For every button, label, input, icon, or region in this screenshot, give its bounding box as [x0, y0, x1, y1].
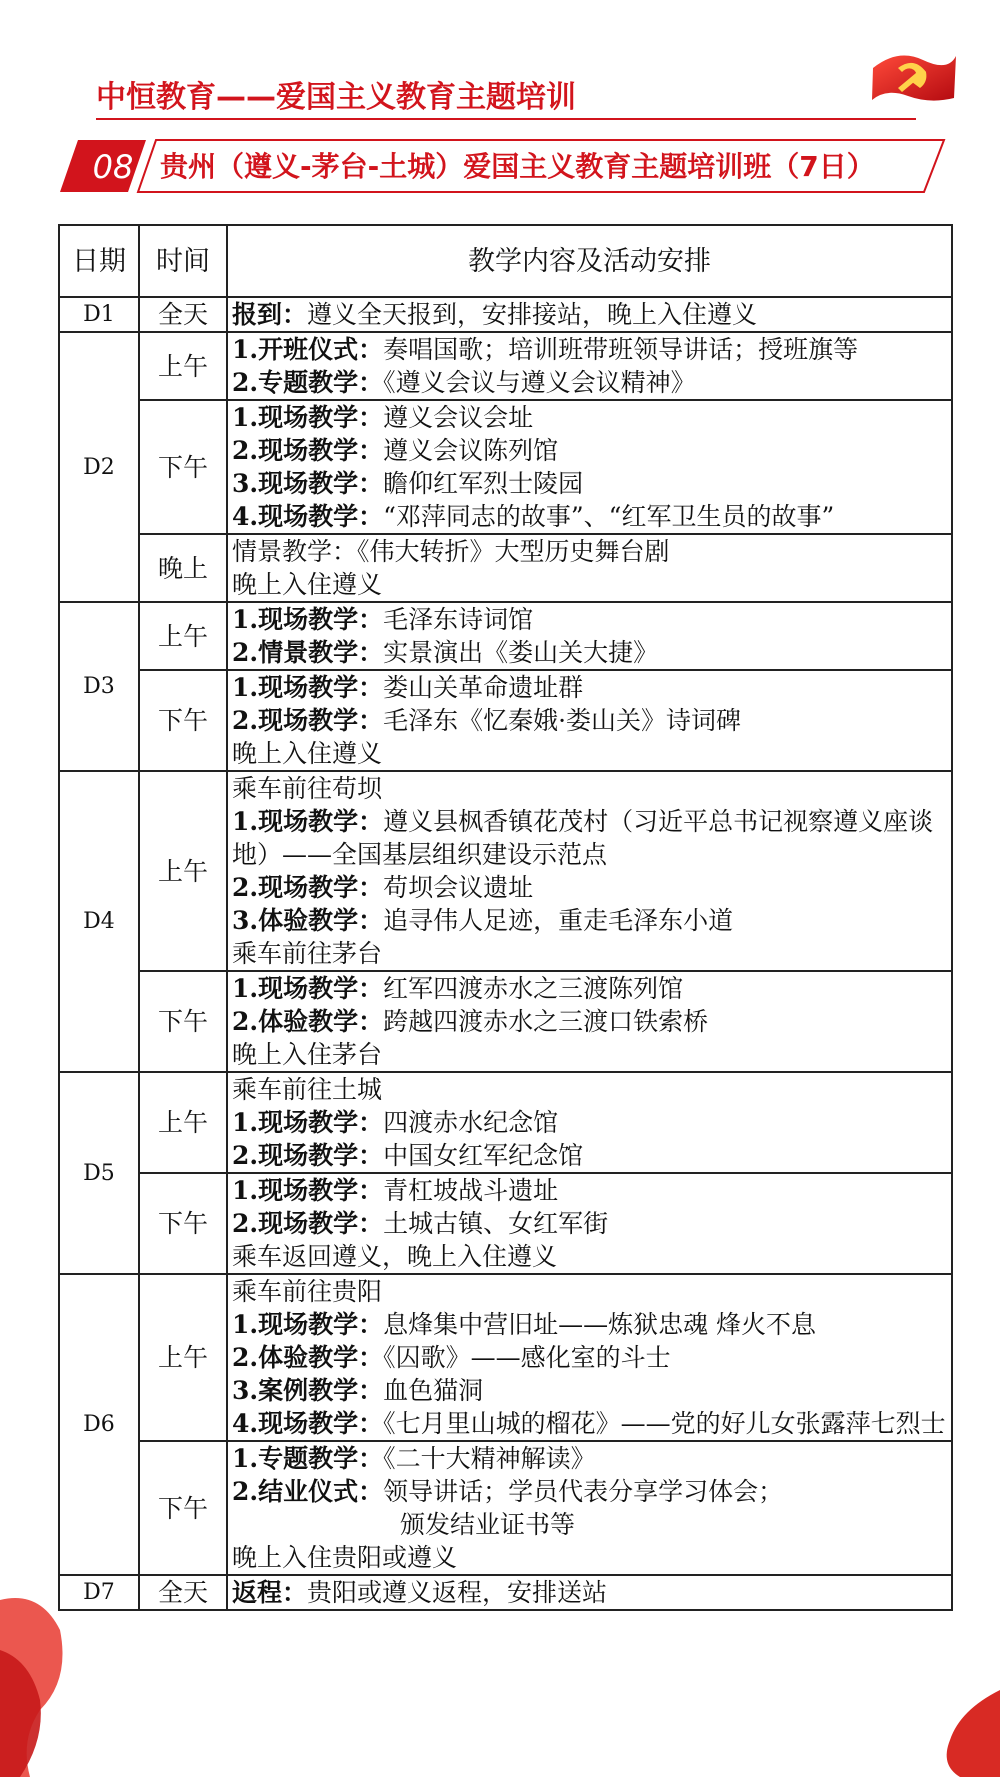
day-cell: D6 — [59, 1274, 139, 1575]
table-row — [59, 297, 952, 332]
content-cell — [227, 1072, 952, 1173]
activity-label: 2.现场教学： — [232, 706, 384, 735]
activity-label: 2.现场教学： — [232, 436, 384, 465]
course-title: 贵州（遵义-茅台-土城）爱国主义教育主题培训班（7日） — [160, 150, 875, 183]
activity-label: 3.体验教学： — [232, 906, 384, 935]
activity-text: 颁发结业证书等 — [400, 1510, 576, 1539]
content-line — [232, 1005, 947, 1038]
time-cell: 上午 — [139, 602, 227, 670]
activity-label: 4.现场教学： — [232, 502, 384, 531]
activity-text: 晚上入住茅台 — [232, 1040, 383, 1069]
content-line — [232, 805, 947, 871]
activity-text: 毛泽东诗词馆 — [383, 605, 534, 634]
time-cell: 上午 — [139, 332, 227, 400]
content-cell — [227, 400, 952, 534]
content-line — [232, 500, 947, 533]
activity-text: 息烽集中营旧址——炼狱忠魂 烽火不息 — [383, 1310, 817, 1339]
activity-label: 1.现场教学： — [232, 1108, 384, 1137]
day-cell: D5 — [59, 1072, 139, 1274]
time-cell: 下午 — [139, 400, 227, 534]
activity-text: 乘车前往贵阳 — [232, 1277, 383, 1306]
schedule-body — [59, 297, 952, 1610]
activity-label: 1.现场教学： — [232, 1310, 384, 1339]
content-line — [232, 772, 947, 805]
activity-label: 报到： — [232, 300, 308, 329]
content-line — [232, 1475, 947, 1508]
table-row — [59, 971, 952, 1072]
time-cell: 下午 — [139, 670, 227, 771]
activity-label: 1.开班仪式： — [232, 335, 384, 364]
header-divider — [96, 118, 916, 120]
activity-label: 1.现场教学： — [232, 1176, 384, 1205]
header-content: 教学内容及活动安排 — [227, 225, 952, 297]
activity-text: “邓萍同志的故事”、“红军卫生员的故事” — [383, 502, 835, 531]
course-number: 08 — [92, 148, 134, 186]
content-line — [232, 1139, 947, 1172]
content-line — [232, 1240, 947, 1273]
activity-label: 3.现场教学： — [232, 469, 384, 498]
activity-text: 奏唱国歌；培训班带班领导讲话；授班旗等 — [383, 335, 859, 364]
content-cell — [227, 971, 952, 1072]
activity-text: 红军四渡赤水之三渡陈列馆 — [383, 974, 684, 1003]
table-row — [59, 1072, 952, 1173]
activity-text: 情景教学：《伟大转折》大型历史舞台剧 — [232, 537, 670, 566]
activity-label: 4.现场教学： — [232, 1409, 384, 1438]
activity-text: 娄山关革命遗址群 — [383, 673, 584, 702]
time-cell: 下午 — [139, 971, 227, 1072]
activity-label: 2.结业仪式： — [232, 1477, 384, 1506]
activity-text: 苟坝会议遗址 — [383, 873, 534, 902]
activity-text: 血色猫洞 — [383, 1376, 484, 1405]
content-line — [232, 1308, 947, 1341]
content-line — [232, 1207, 947, 1240]
time-cell: 上午 — [139, 1274, 227, 1441]
activity-label: 3.案例教学： — [232, 1376, 384, 1405]
table-row — [59, 1575, 952, 1610]
content-line — [232, 1341, 947, 1374]
content-line — [232, 1275, 947, 1308]
activity-label: 2.情景教学： — [232, 638, 384, 667]
content-line — [232, 1374, 947, 1407]
activity-text: 乘车返回遵义，晚上入住遵义 — [232, 1242, 558, 1271]
party-emblem-icon — [868, 38, 958, 118]
activity-label: 1.现场教学： — [232, 673, 384, 702]
content-line — [232, 1508, 947, 1541]
table-row — [59, 1173, 952, 1274]
content-line — [232, 1174, 947, 1207]
content-cell — [227, 534, 952, 602]
activity-text: 领导讲话；学员代表分享学习体会； — [383, 1477, 784, 1506]
activity-text: 实景演出《娄山关大捷》 — [383, 638, 659, 667]
content-cell — [227, 771, 952, 971]
activity-text: 乘车前往土城 — [232, 1075, 383, 1104]
content-line — [232, 972, 947, 1005]
content-cell — [227, 1173, 952, 1274]
activity-label: 1.现场教学： — [232, 974, 384, 1003]
red-flag-decoration — [0, 1590, 70, 1777]
activity-label: 1.现场教学： — [232, 605, 384, 634]
content-line — [232, 1442, 947, 1475]
header-time: 时间 — [139, 225, 227, 297]
activity-text: 瞻仰红军烈士陵园 — [383, 469, 584, 498]
schedule-table — [58, 224, 953, 1611]
content-line — [232, 737, 947, 770]
time-cell: 上午 — [139, 1072, 227, 1173]
content-cell — [227, 670, 952, 771]
time-cell: 下午 — [139, 1441, 227, 1575]
table-header-row — [59, 225, 952, 297]
table-row — [59, 1274, 952, 1441]
header-date: 日期 — [59, 225, 139, 297]
content-line — [232, 401, 947, 434]
activity-text: 青杠坡战斗遗址 — [383, 1176, 559, 1205]
content-line — [232, 1073, 947, 1106]
content-cell — [227, 1575, 952, 1610]
activity-label: 2.现场教学： — [232, 1209, 384, 1238]
activity-text: 跨越四渡赤水之三渡口铁索桥 — [383, 1007, 709, 1036]
content-cell — [227, 1274, 952, 1441]
content-line — [232, 333, 947, 366]
content-line — [232, 366, 947, 399]
content-line — [232, 704, 947, 737]
activity-text: 晚上入住贵阳或遵义 — [232, 1543, 458, 1572]
activity-text: 追寻伟人足迹，重走毛泽东小道 — [383, 906, 734, 935]
activity-label: 2.体验教学： — [232, 1343, 384, 1372]
activity-label: 2.体验教学： — [232, 1007, 384, 1036]
activity-text: 四渡赤水纪念馆 — [383, 1108, 559, 1137]
content-line — [232, 671, 947, 704]
table-row — [59, 670, 952, 771]
table-row — [59, 602, 952, 670]
header-title: 中恒教育——爱国主义教育主题培训 — [96, 80, 576, 115]
time-cell: 下午 — [139, 1173, 227, 1274]
content-line — [232, 1576, 947, 1609]
activity-label: 2.现场教学： — [232, 873, 384, 902]
content-line — [232, 1106, 947, 1139]
content-cell — [227, 297, 952, 332]
table-row — [59, 332, 952, 400]
content-cell — [227, 602, 952, 670]
day-cell: D2 — [59, 332, 139, 602]
activity-text: 乘车前往苟坝 — [232, 774, 383, 803]
activity-text: 遵义会议会址 — [383, 403, 534, 432]
activity-text: 《二十大精神解读》 — [383, 1444, 596, 1473]
time-cell: 晚上 — [139, 534, 227, 602]
activity-text: 贵阳或遵义返程，安排送站 — [307, 1578, 608, 1607]
day-cell: D4 — [59, 771, 139, 1072]
activity-label: 返程： — [232, 1578, 308, 1607]
time-cell: 上午 — [139, 771, 227, 971]
content-line — [232, 467, 947, 500]
activity-text: 遵义县枫香镇花茂村（习近平总书记视察遵义座谈地）——全国基层组织建设示范点 — [232, 807, 934, 869]
day-cell: D1 — [59, 297, 139, 332]
content-line — [232, 1541, 947, 1574]
activity-label: 1.现场教学： — [232, 403, 384, 432]
day-cell: D3 — [59, 602, 139, 771]
activity-label: 2.现场教学： — [232, 1141, 384, 1170]
content-line — [232, 937, 947, 970]
day-cell: D7 — [59, 1575, 139, 1610]
content-line — [232, 298, 947, 331]
content-line — [232, 636, 947, 669]
activity-text: 晚上入住遵义 — [232, 739, 383, 768]
content-line — [232, 568, 947, 601]
activity-text: 《囚歌》——感化室的斗士 — [383, 1343, 671, 1372]
activity-text: 土城古镇、女红军街 — [383, 1209, 609, 1238]
activity-text: 《遵义会议与遵义会议精神》 — [383, 368, 696, 397]
content-line — [232, 871, 947, 904]
table-row — [59, 771, 952, 971]
activity-text: 毛泽东《忆秦娥·娄山关》诗词碑 — [383, 706, 742, 735]
time-cell: 全天 — [139, 297, 227, 332]
activity-text: 晚上入住遵义 — [232, 570, 383, 599]
table-row — [59, 534, 952, 602]
content-line — [232, 904, 947, 937]
activity-text: 《七月里山城的榴花》——党的好儿女张露萍七烈士 — [383, 1409, 946, 1438]
activity-text: 乘车前往茅台 — [232, 939, 383, 968]
content-line — [232, 603, 947, 636]
activity-text: 遵义全天报到，安排接站，晚上入住遵义 — [307, 300, 758, 329]
content-line — [232, 434, 947, 467]
content-line — [232, 1407, 947, 1440]
table-row — [59, 1441, 952, 1575]
time-cell: 全天 — [139, 1575, 227, 1610]
table-row — [59, 400, 952, 534]
content-line — [232, 1038, 947, 1071]
activity-text: 遵义会议陈列馆 — [383, 436, 559, 465]
activity-label: 1.专题教学： — [232, 1444, 384, 1473]
activity-text: 中国女红军纪念馆 — [383, 1141, 584, 1170]
content-cell — [227, 1441, 952, 1575]
content-line — [232, 535, 947, 568]
activity-label: 1.现场教学： — [232, 807, 384, 836]
content-cell — [227, 332, 952, 400]
red-flag-decoration-right — [930, 1690, 1000, 1777]
activity-label: 2.专题教学： — [232, 368, 384, 397]
